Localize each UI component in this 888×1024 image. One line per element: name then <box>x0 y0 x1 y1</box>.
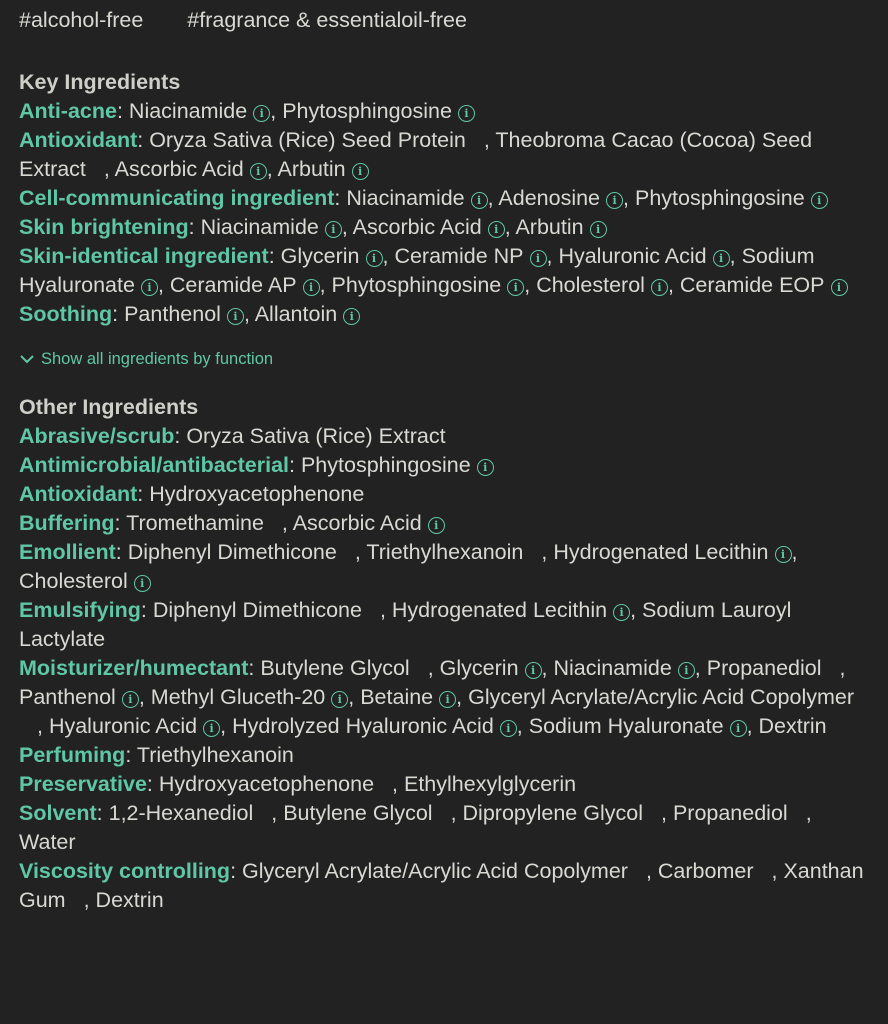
info-icon[interactable]: i <box>678 662 695 679</box>
ingredient-name[interactable]: Oryza Sativa (Rice) Seed Protein <box>149 128 466 152</box>
ingredient-name[interactable]: Ethylhexylglycerin <box>403 772 577 796</box>
function-label[interactable]: Antioxidant <box>19 482 138 506</box>
show-all-label: Show all ingredients by function <box>41 350 274 368</box>
info-icon[interactable]: i <box>811 192 828 209</box>
function-label[interactable]: Buffering <box>19 511 115 535</box>
ingredient-name[interactable]: Triethylhexanoin <box>366 540 524 564</box>
function-label[interactable]: Cell-communicating ingredient <box>19 186 335 210</box>
ingredient-name[interactable]: Ascorbic Acid <box>292 511 422 535</box>
info-icon[interactable]: i <box>203 720 220 737</box>
function-row: Emollient: Diphenyl Dimethicone , Triethylhexanoin , Hydrogenated Lecithin i , Cholesterol i <box>19 540 798 593</box>
info-icon[interactable]: i <box>477 459 494 476</box>
ingredient-name[interactable]: Diphenyl Dimethicone <box>152 598 362 622</box>
ingredient-name[interactable]: Hydroxyacetophenone <box>158 772 375 796</box>
ingredient-name[interactable]: Sodium Lauroyl Lactylate <box>19 598 792 651</box>
function-row: Antioxidant: Hydroxyacetophenone <box>19 482 365 506</box>
info-icon[interactable]: i <box>366 250 383 267</box>
ingredient-name[interactable]: Dipropylene Glycol <box>462 801 643 825</box>
ingredient-name[interactable]: Allantoin <box>254 302 338 326</box>
function-row: Abrasive/scrub: Oryza Sativa (Rice) Extract <box>19 424 446 448</box>
function-row: Soothing: Panthenol i , Allantoin i <box>19 300 870 329</box>
info-icon[interactable]: i <box>141 279 158 296</box>
info-icon[interactable]: i <box>122 691 139 708</box>
ingredient-name[interactable]: Propanediol <box>672 801 788 825</box>
info-icon[interactable]: i <box>713 250 730 267</box>
info-icon[interactable]: i <box>613 604 630 621</box>
function-label[interactable]: Moisturizer/humectant <box>19 656 249 680</box>
function-row: Perfuming: Triethylhexanoin <box>19 743 294 767</box>
function-row: Skin-identical ingredient: Glycerin i , Ceramide NP i , Hyaluronic Acid i , Sodium Hyaluronate i , Ceramide AP i , Phytosphingosine i , Cholesterol i , Ceramide EOP i <box>19 242 870 300</box>
info-icon[interactable]: i <box>250 163 267 180</box>
ingredient-name[interactable]: Hyaluronic Acid <box>558 244 707 268</box>
info-icon[interactable]: i <box>439 691 456 708</box>
ingredient-name[interactable]: Water <box>19 830 76 854</box>
ingredient-name[interactable]: Hydrogenated Lecithin <box>391 598 608 622</box>
tag-list <box>19 6 870 35</box>
ingredient-name[interactable]: Xanthan Gum <box>19 859 864 912</box>
chevron-down-icon <box>19 353 35 365</box>
function-row: Buffering: Tromethamine , Ascorbic Acid i <box>19 509 870 538</box>
ingredient-name[interactable]: Arbutin <box>515 215 584 239</box>
info-icon[interactable]: i <box>253 105 270 122</box>
ingredient-name[interactable]: Ceramide NP <box>394 244 524 268</box>
function-row: Emulsifying: Diphenyl Dimethicone , Hydrogenated Lecithin i , Sodium Lauroyl Lactylate <box>19 598 792 651</box>
ingredient-name[interactable]: Niacinamide <box>128 99 248 123</box>
ingredient-name[interactable]: Niacinamide <box>346 186 465 210</box>
function-label[interactable]: Preservative <box>19 772 147 796</box>
key-ingredients-title: Key Ingredients <box>19 70 181 94</box>
info-icon[interactable]: i <box>331 691 348 708</box>
info-icon[interactable]: i <box>343 308 360 325</box>
info-icon[interactable]: i <box>651 279 668 296</box>
function-label[interactable]: Emulsifying <box>19 598 141 622</box>
info-icon[interactable]: i <box>507 279 524 296</box>
ingredient-name[interactable]: Glyceryl Acrylate/Acrylic Acid Copolymer <box>242 859 628 883</box>
info-icon[interactable]: i <box>590 221 607 238</box>
ingredient-name[interactable]: Phytosphingosine <box>634 186 805 210</box>
function-row: Solvent: 1,2-Hexanediol , Butylene Glycol , Dipropylene Glycol , Propanediol , Water <box>19 801 812 854</box>
function-label[interactable]: Antioxidant <box>19 128 138 152</box>
function-row: Moisturizer/humectant: Butylene Glycol , Glycerin i , Niacinamide i , Propanediol , Panthenol i , Methyl Gluceth-20 i , Betaine i , Glyceryl Acrylate/Acrylic Acid Copolymer, Hyaluronic Acid i , Hydrolyzed Hyaluronic Acid i , Sodium Hyaluronate i , Dextrin <box>19 656 855 738</box>
info-icon[interactable]: i <box>325 221 342 238</box>
function-row: Antimicrobial/antibacterial: Phytosphingosine i <box>19 451 870 480</box>
ingredient-name[interactable]: Ceramide EOP <box>679 273 825 297</box>
ingredient-name[interactable]: Panthenol <box>19 685 116 709</box>
ingredient-name[interactable]: Sodium Hyaluronate <box>528 714 724 738</box>
ingredient-name[interactable]: Triethylhexanoin <box>136 743 294 767</box>
info-icon[interactable]: i <box>458 105 475 122</box>
ingredient-name[interactable]: Cholesterol <box>536 273 645 297</box>
function-row: Preservative: Hydroxyacetophenone , Ethylhexylglycerin <box>19 772 577 796</box>
ingredient-name[interactable]: Ascorbic Acid <box>114 157 244 181</box>
show-all-functions-button[interactable] <box>19 349 870 369</box>
function-label[interactable]: Skin brightening <box>19 215 189 239</box>
ingredient-name[interactable]: Carbomer <box>657 859 754 883</box>
function-label[interactable]: Perfuming <box>19 743 126 767</box>
function-label[interactable]: Anti-acne <box>19 99 117 123</box>
function-label[interactable]: Emollient <box>19 540 116 564</box>
ingredient-name[interactable]: Diphenyl Dimethicone <box>127 540 337 564</box>
ingredient-name[interactable]: 1,2-Hexanediol <box>108 801 254 825</box>
function-row: Skin brightening: Niacinamide i , Ascorbic Acid i , Arbutin i <box>19 213 870 242</box>
ingredient-name[interactable]: Hydrolyzed Hyaluronic Acid <box>232 714 494 738</box>
function-row: Anti-acne: Niacinamide i , Phytosphingosine i <box>19 97 870 126</box>
function-label[interactable]: Solvent <box>19 801 97 825</box>
function-label[interactable]: Soothing <box>19 302 113 326</box>
ingredient-name[interactable]: Betaine <box>360 685 434 709</box>
info-icon[interactable]: i <box>352 163 369 180</box>
ingredient-name[interactable]: Methyl Gluceth-20 <box>150 685 326 709</box>
ingredient-name[interactable]: Adenosine <box>498 186 601 210</box>
ingredient-name[interactable]: Dextrin <box>95 888 164 912</box>
ingredient-name[interactable]: Glycerin <box>439 656 519 680</box>
info-icon[interactable]: i <box>428 517 445 534</box>
ingredient-name[interactable]: Hydroxyacetophenone <box>149 482 365 506</box>
ingredient-name[interactable]: Ascorbic Acid <box>352 215 482 239</box>
ingredient-name[interactable]: Ceramide AP <box>169 273 297 297</box>
function-row: Cell-communicating ingredient: Niacinamide i , Adenosine i , Phytosphingosine i <box>19 184 870 213</box>
ingredient-name[interactable]: Hydrogenated Lecithin <box>553 540 769 564</box>
ingredient-name[interactable]: Butylene Glycol <box>260 656 410 680</box>
info-icon[interactable]: i <box>730 720 747 737</box>
tag-alcohol-free[interactable]: #alcohol-free <box>19 8 144 32</box>
ingredient-name[interactable]: Phytosphingosine <box>331 273 502 297</box>
ingredient-name[interactable]: Phytosphingosine <box>300 453 471 477</box>
info-icon[interactable]: i <box>134 575 151 592</box>
function-label[interactable]: Skin-identical ingredient <box>19 244 269 268</box>
ingredient-name[interactable]: Butylene Glycol <box>283 801 433 825</box>
info-icon[interactable]: i <box>606 192 623 209</box>
ingredient-name[interactable]: Glyceryl Acrylate/Acrylic Acid Copolymer <box>468 685 855 709</box>
info-icon[interactable]: i <box>500 720 517 737</box>
ingredient-name[interactable]: Tromethamine <box>126 511 264 535</box>
info-icon[interactable]: i <box>303 279 320 296</box>
ingredient-name[interactable]: Dextrin <box>758 714 827 738</box>
ingredient-name[interactable]: Phytosphingosine <box>282 99 452 123</box>
function-label[interactable]: Abrasive/scrub <box>19 424 175 448</box>
ingredient-name[interactable]: Niacinamide <box>553 656 672 680</box>
function-row: Antioxidant: Oryza Sativa (Rice) Seed Protein , Theobroma Cacao (Cocoa) Seed Extract , Ascorbic Acid i , Arbutin i <box>19 128 813 181</box>
ingredient-name[interactable]: Panthenol <box>124 302 221 326</box>
function-row: Viscosity controlling: Glyceryl Acrylate/Acrylic Acid Copolymer , Carbomer , Xanthan Gum , Dextrin <box>19 859 864 912</box>
other-ingredients-list <box>19 422 870 915</box>
info-icon[interactable]: i <box>488 221 505 238</box>
info-icon[interactable]: i <box>775 546 792 563</box>
info-icon[interactable]: i <box>831 279 848 296</box>
ingredient-name[interactable]: Propanediol <box>706 656 822 680</box>
key-ingredients-list <box>19 97 870 329</box>
info-icon[interactable]: i <box>530 250 547 267</box>
ingredient-name[interactable]: Sodium Hyaluronate <box>19 244 815 297</box>
ingredient-name[interactable]: Niacinamide <box>200 215 319 239</box>
ingredient-name[interactable]: Theobroma Cacao (Cocoa) Seed Extract <box>19 128 813 181</box>
ingredient-name[interactable]: Glycerin <box>280 244 360 268</box>
other-ingredients-title: Other Ingredients <box>19 395 199 419</box>
ingredient-name[interactable]: Hyaluronic Acid <box>48 714 198 738</box>
info-icon[interactable]: i <box>471 192 488 209</box>
info-icon[interactable]: i <box>227 308 244 325</box>
function-label[interactable]: Viscosity controlling <box>19 859 231 883</box>
ingredient-name[interactable]: Arbutin <box>277 157 346 181</box>
info-icon[interactable]: i <box>525 662 542 679</box>
function-label[interactable]: Antimicrobial/antibacterial <box>19 453 290 477</box>
ingredient-name[interactable]: Oryza Sativa (Rice) Extract <box>186 424 446 448</box>
tag-fragrance-free[interactable]: #fragrance & essentialoil-free <box>187 8 467 32</box>
ingredient-name[interactable]: Cholesterol <box>19 569 128 593</box>
